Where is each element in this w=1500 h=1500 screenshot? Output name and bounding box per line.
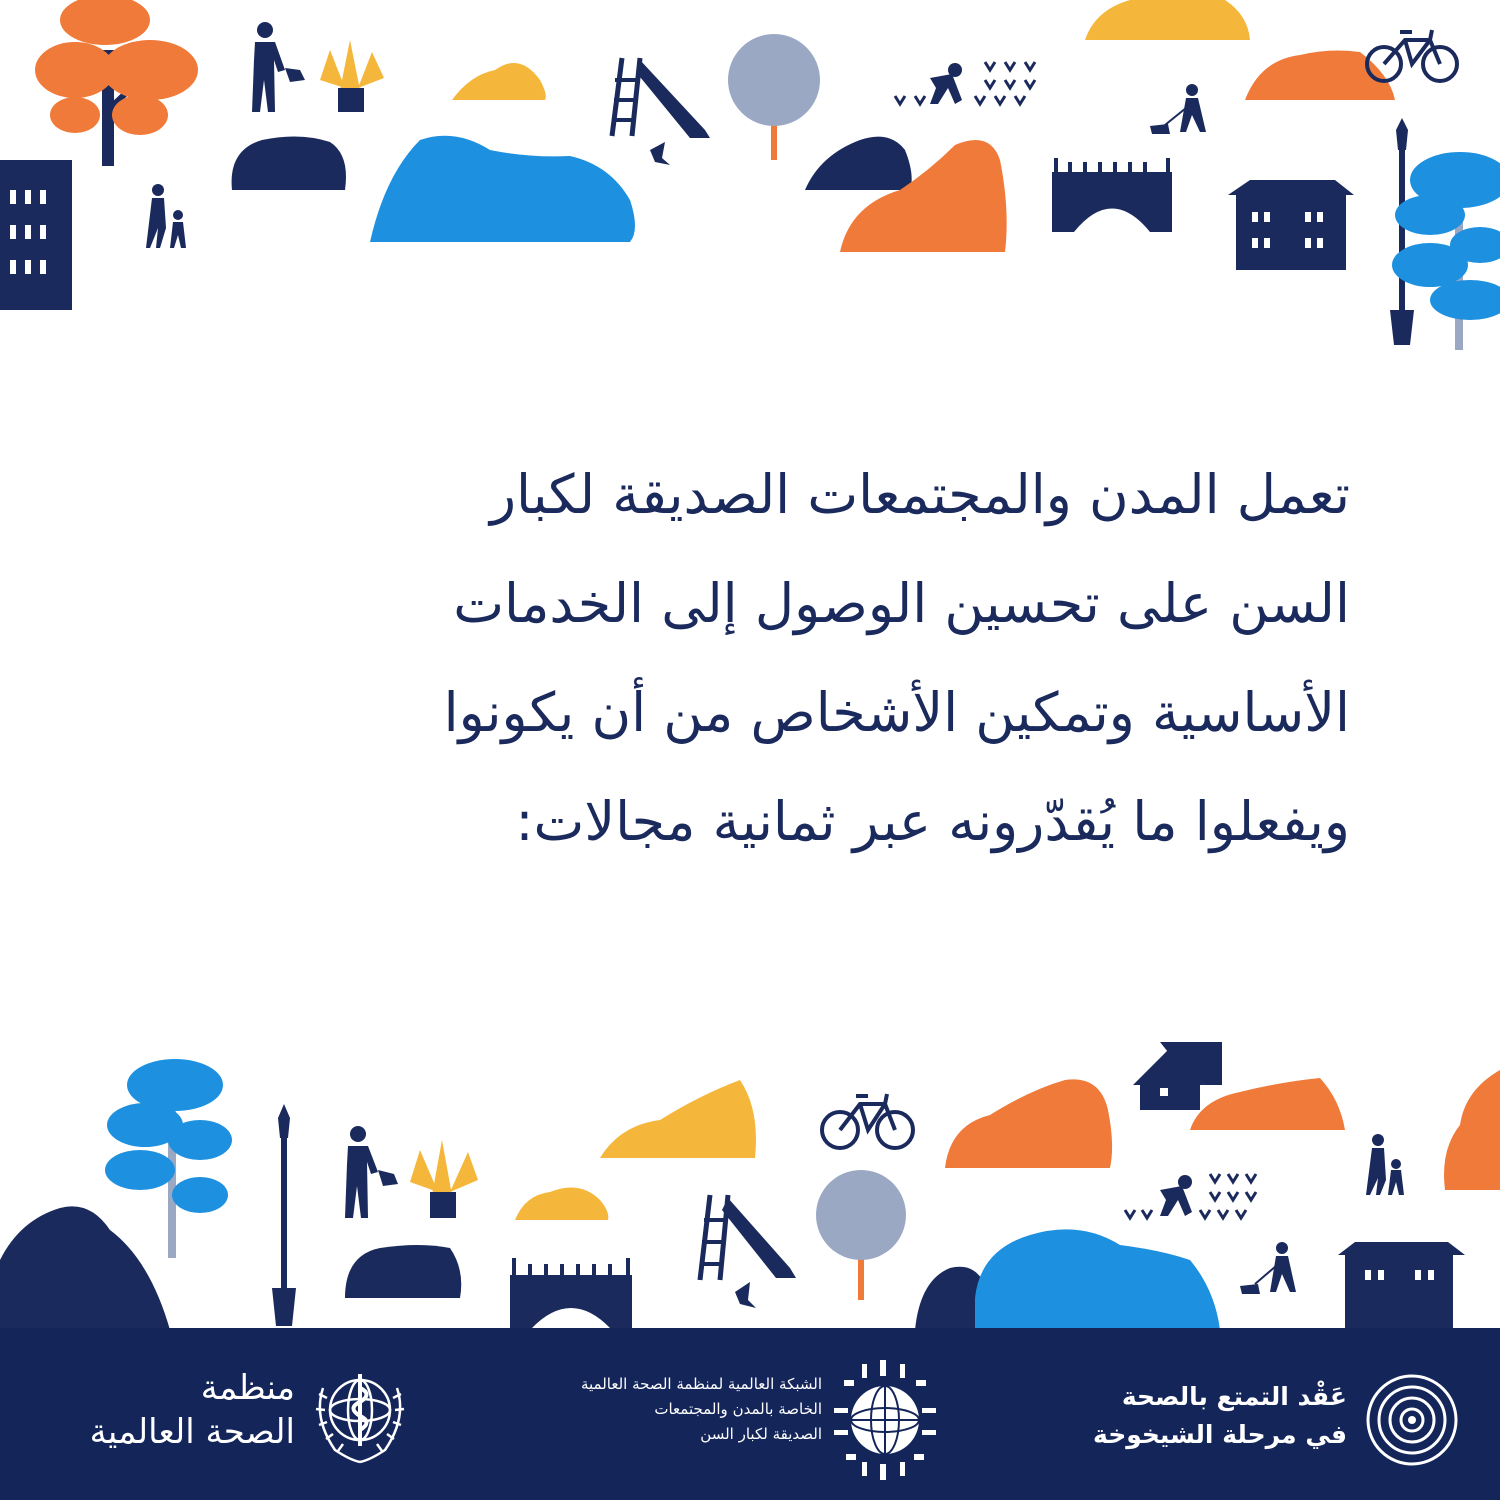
- who-logo-text: [90, 1366, 295, 1454]
- hill-icon: [515, 1188, 608, 1221]
- globe-city-emblem-icon: [830, 1350, 940, 1490]
- top-illustration-scene: [0, 0, 1500, 360]
- who-logo-line-2: الصحة العالمية: [89, 1412, 295, 1452]
- street-lamp-icon: [272, 1104, 296, 1326]
- decade-of-healthy-ageing-logo: [1092, 1370, 1462, 1470]
- potted-plant-icon: [410, 1140, 478, 1218]
- statement-line-1: تعمل المدن والمجتمعات الصديقة لكبار: [489, 463, 1350, 526]
- tree-icon: [105, 1059, 232, 1258]
- gardener-icon: [345, 1126, 398, 1218]
- decade-logo-text: [1093, 1378, 1347, 1454]
- gardening-person-icon: [1125, 1174, 1256, 1218]
- network-logo-line-2: الخاصة بالمدن والمجتمعات: [654, 1400, 822, 1418]
- age-friendly-network-logo: [560, 1350, 940, 1490]
- bridge-icon: [1052, 158, 1172, 232]
- network-logo-text: [581, 1372, 822, 1447]
- who-logo: [75, 1358, 415, 1478]
- tree-icon: [35, 0, 198, 166]
- network-logo-line-1: الشبكة العالمية لمنظمة الصحة العالمية: [580, 1375, 822, 1393]
- building-icon: [1338, 1242, 1465, 1330]
- building-icon: [0, 160, 72, 310]
- hill-icon: [600, 1080, 756, 1158]
- parent-child-icon: [1366, 1134, 1404, 1195]
- house-icon: [1228, 180, 1354, 270]
- bush-icon: [232, 136, 346, 190]
- bottom-illustration-scene: [0, 1030, 1500, 1330]
- statement-line-3: الأساسية وتمكين الأشخاص من أن يكونوا: [443, 681, 1350, 744]
- who-emblem-icon: [305, 1358, 415, 1468]
- decade-logo-line-2: في مرحلة الشيخوخة: [1093, 1420, 1347, 1449]
- hill-icon: [1085, 0, 1250, 40]
- concentric-circles-icon: [1362, 1370, 1462, 1470]
- hill-icon: [0, 1206, 170, 1330]
- tree-icon: [816, 1170, 906, 1300]
- hill-icon: [805, 137, 912, 190]
- dog-walker-icon: [1150, 84, 1206, 134]
- bicycle-icon: [822, 1094, 913, 1148]
- hill-icon: [975, 1229, 1220, 1330]
- decade-logo-line-1: عَقْد التمتع بالصحة: [1121, 1382, 1347, 1411]
- slide-icon: [700, 1195, 796, 1308]
- house-icon: [1133, 1042, 1222, 1110]
- hill-icon: [452, 63, 546, 100]
- bridge-icon: [510, 1258, 632, 1328]
- footer-bar: [0, 1328, 1500, 1500]
- tree-icon: [728, 34, 820, 160]
- bush-icon: [345, 1245, 461, 1298]
- gardening-person-icon: [895, 62, 1035, 104]
- parent-child-icon: [146, 184, 186, 248]
- network-logo-line-3: الصديقة لكبار السن: [700, 1425, 822, 1443]
- statement-line-4: ويفعلوا ما يُقدّرونه عبر ثمانية مجالات:: [515, 790, 1350, 853]
- who-logo-line-1: منظمة: [200, 1368, 295, 1408]
- hill-icon: [1444, 1070, 1500, 1190]
- slide-icon: [612, 58, 710, 165]
- hill-icon: [945, 1079, 1112, 1168]
- gardener-icon: [252, 22, 305, 112]
- potted-plant-icon: [320, 40, 384, 112]
- dog-walker-icon: [1240, 1242, 1296, 1294]
- main-statement: [120, 440, 1350, 876]
- hill-icon: [370, 136, 635, 242]
- statement-line-2: السن على تحسين الوصول إلى الخدمات: [453, 572, 1350, 635]
- hill-icon: [1190, 1078, 1345, 1130]
